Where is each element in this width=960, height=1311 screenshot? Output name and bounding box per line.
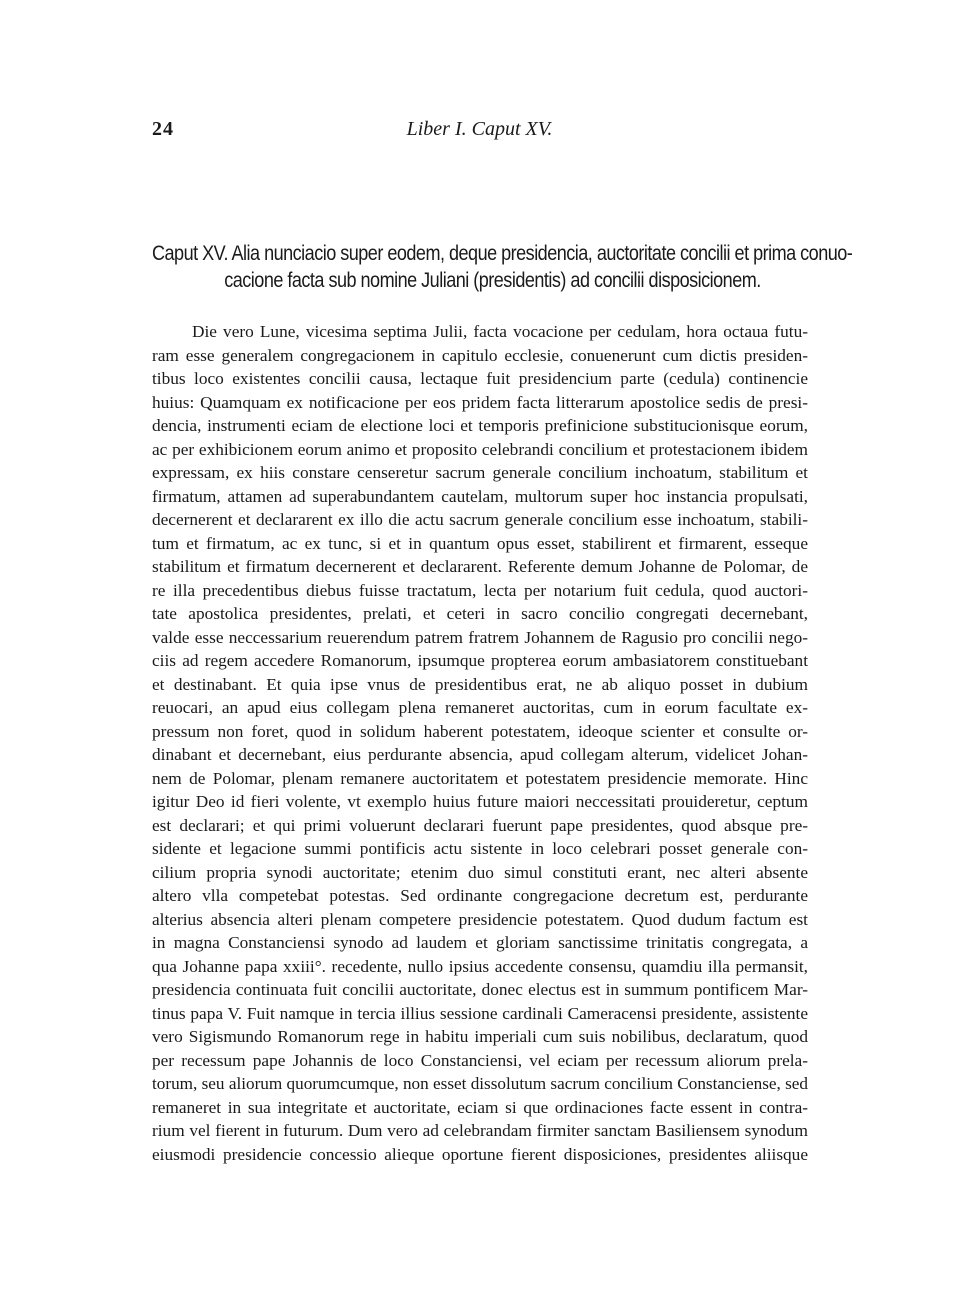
text-line [152, 861, 808, 885]
text-line [152, 1025, 808, 1049]
text-line-content: Die vero Lune, vicesima septima Julii, facta vocacione per cedulam, hora octaua futu- [192, 322, 808, 341]
text-line [152, 555, 808, 579]
chapter-heading [152, 240, 853, 294]
text-line-content: stabilitum et firmatum decernerent et declararent. Referente demum Johanne de Polomar, de [152, 557, 808, 576]
text-line [152, 767, 808, 791]
text-line [152, 508, 808, 532]
text-line-content: presidencia continuata fuit concilii auctoritate, donec electus est in summum pontificem Mar- [152, 980, 808, 999]
text-line [152, 884, 808, 908]
text-line-content: reuocari, an apud eius collegam plena remaneret auctoritas, cum in eorum facultate ex- [152, 698, 808, 717]
text-line [152, 344, 808, 368]
text-line-content: et destinabant. Et quia ipse vnus de presidentibus erat, ne ab aliquo posset in dubium [152, 674, 808, 694]
running-head [152, 118, 807, 148]
text-line [152, 720, 808, 744]
text-line-content: est declarari; et qui primi voluerunt declarari fuerunt pape presidentes, quod absque pre- [152, 815, 808, 835]
text-line [152, 367, 808, 391]
text-line-content: rium vel fierent in futurum. Dum vero ad celebrandam firmiter sanctam Basiliensem synodum [152, 1121, 808, 1140]
text-line-content: altero vlla competebat potestas. Sed ordinante congregacione decretum est, perdurante [152, 886, 808, 905]
text-line [152, 743, 808, 767]
text-line-content: alterius absencia alteri plenam competere presidencie potestatem. Quod dudum factum est [152, 909, 808, 929]
text-line-content: tum et firmatum, ac ex tunc, si et in quantum opus esset, stabilirent et firmarent, esseque [152, 533, 808, 553]
text-line-content: huius: Quamquam ex notificacione per eos pridem facta litterarum apostolice sedis de presi- [152, 392, 808, 412]
text-line-content: in magna Constanciensi synodo ad laudem et gloriam sanctissime trinitatis congregata, a [152, 933, 808, 952]
text-line [152, 579, 808, 603]
text-line [152, 320, 808, 344]
text-line-content: dinabant et decernebant, eius perdurante absencia, apud collegam alterum, videlicet Johan- [152, 745, 808, 764]
text-line [152, 532, 808, 556]
text-line [152, 485, 808, 509]
text-line [152, 978, 808, 1002]
text-line [152, 1143, 808, 1167]
body-text [152, 320, 808, 1166]
text-line-content: torum, seu aliorum quorumcumque, non esset dissolutum sacrum concilium Constanciense, sed [152, 1074, 808, 1093]
text-line [152, 414, 808, 438]
text-line-content: re illa precedentibus diebus fuisse tractatum, lecta per notarium fuit cedula, quod auctori- [152, 580, 808, 600]
text-line-content: cilium propria synodi auctoritate; etenim duo simul constituti erant, nec alteri absente [152, 862, 808, 882]
text-line [152, 790, 808, 814]
text-line [152, 1072, 808, 1096]
text-line [152, 1096, 808, 1120]
text-line-content: eiusmodi presidencie concessio alieque oportune fierent disposiciones, presidentes aliisque [152, 1144, 808, 1164]
text-line-content: expressam, ex hiis constare censeretur sacrum generale concilium inchoatum, stabilitum et [152, 463, 808, 482]
text-line [152, 1002, 808, 1026]
text-line-content: firmatum, attamen ad superabundantem cautelam, multorum super hoc instancia propulsati, [152, 486, 808, 506]
chapter-heading-line: cacione facta sub nomine Juliani (presidentis) ad concilii disposicionem. [224, 269, 761, 292]
text-line [152, 649, 808, 673]
text-line [152, 814, 808, 838]
text-line [152, 837, 808, 861]
text-line-content: per recessum pape Johannis de loco Constanciensi, vel eciam per recessum aliorum prela- [152, 1050, 808, 1070]
text-line-content: ram esse generalem congregacionem in capitulo ecclesie, conuenerunt cum dictis presiden- [152, 345, 808, 365]
text-line-content: valde esse neccessarium reuerendum patrem fratrem Johannem de Ragusio pro concilii nego- [152, 627, 808, 647]
text-line [152, 931, 808, 955]
text-line [152, 1049, 808, 1073]
text-line [152, 1119, 808, 1143]
text-line [152, 391, 808, 415]
text-line [152, 602, 808, 626]
text-line-content: nem de Polomar, plenam remanere auctoritatem et potestatem presidencie memorate. Hinc [152, 768, 808, 788]
text-line-content: tinus papa V. Fuit namque in tercia illius sessione cardinali Cameracensi presidente, assistente [152, 1003, 808, 1023]
text-line [152, 673, 808, 697]
text-line-content: igitur Deo id fieri volente, vt exemplo huius future maiori neccessitati prouideretur, ceptum [152, 792, 808, 811]
text-line [152, 438, 808, 462]
chapter-heading-line: Caput XV. Alia nunciacio super eodem, deque presidencia, auctoritate concilii et prima conuo- [152, 242, 853, 265]
text-line-content: tibus loco existentes concilii causa, lectaque fuit presidencium parte (cedula) continencie [152, 369, 808, 388]
text-line-content: decernerent et declararent ex illo die actu sacrum generale concilium esse inchoatum, stabili- [152, 510, 808, 529]
page-number: 24 [152, 118, 174, 140]
text-line [152, 626, 808, 650]
text-line [152, 908, 808, 932]
text-line-content: pressum non foret, quod in solidum haberent potestatem, ideoque scienter et consulte or- [152, 721, 808, 741]
text-line-content: ac per exhibicionem eorum animo et proposito celebrandi concilium et protestacionem ibidem [152, 439, 808, 459]
text-line-content: ciis ad regem accedere Romanorum, ipsumque propterea eorum ambasiatorem constituebant [152, 651, 808, 670]
text-line-content: qua Johanne papa xxiii°. recedente, nullo ipsius accedente consensu, quamdiu illa permansit, [152, 956, 808, 976]
text-line-content: sidente et legacione summi pontificis actu sistente in loco celebrari posset generale con- [152, 839, 808, 858]
text-line-content: vero Sigismundo Romanorum rege in habitu imperiali cum suis nobilibus, declaratum, quod [152, 1027, 808, 1046]
text-line-content: dencia, instrumenti eciam de electione loci et temporis prefinicione substitucionisque eorum, [152, 416, 808, 435]
text-line [152, 955, 808, 979]
text-line-content: remaneret in sua integritate et auctoritate, eciam si que ordinaciones facte essent in contra- [152, 1097, 808, 1117]
text-line [152, 461, 808, 485]
text-line-content: tate apostolica presidentes, prelati, et ceteri in sacro concilio congregati decernebant, [152, 604, 808, 623]
running-title: Liber I. Caput XV. [406, 118, 553, 140]
text-line [152, 696, 808, 720]
